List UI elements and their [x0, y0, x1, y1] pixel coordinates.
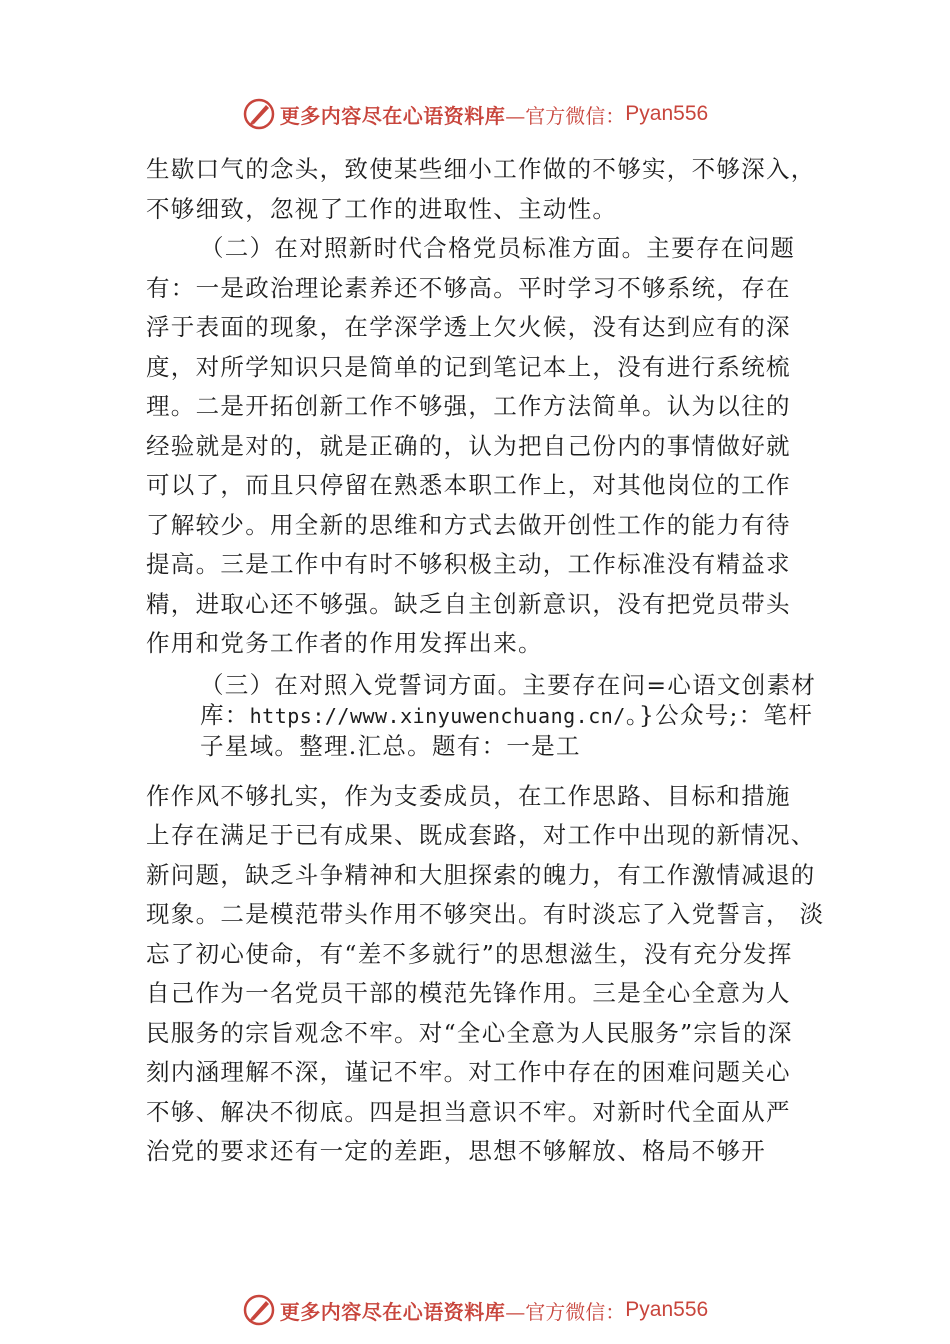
- text-line: 有：一是政治理论素养还不够高。平时学习不够系统，存在: [146, 273, 791, 302]
- text-line: 理。二是开拓创新工作不够强，工作方法简单。认为以往的: [146, 392, 791, 420]
- watermark-url-line: [146, 700, 836, 731]
- text-line: 提高。三是工作中有时不够积极主动，工作标准没有精益求: [146, 550, 791, 578]
- text-line: 民服务的宗旨观念不牢。对“全心全意为人民服务”宗旨的深: [146, 1018, 793, 1047]
- text-line: 新问题，缺乏斗争精神和大胆探索的魄力，有工作激情减退的: [146, 860, 816, 889]
- watermark-prefix: 库：: [200, 700, 250, 729]
- text-line: 了解较少。用全新的思维和方式去做开创性工作的能力有待: [146, 510, 791, 539]
- text-line: 作作风不够扎实，作为支委成员，在工作思路、目标和措施: [146, 781, 791, 810]
- text-line: 刻内涵理解不深，谨记不牢。对工作中存在的困难问题关心: [146, 1058, 791, 1086]
- text-line: 经验就是对的，就是正确的，认为把自己份内的事情做好就: [146, 431, 791, 460]
- text-line: 子星域。整理.汇总。题有：一是工: [200, 731, 581, 760]
- document-body: [146, 150, 836, 1172]
- text-line: 忘了初心使命，有“差不多就行”的思想滋生，没有充分发挥: [146, 939, 793, 968]
- text-line: 上存在满足于已有成果、既成套路，对工作中出现的新情况、: [146, 821, 816, 849]
- text-line: 浮于表面的现象，在学深学透上欠火候，没有达到应有的深: [146, 313, 791, 341]
- section-three-heading-line: （三）在对照入党誓词方面。主要存在问=心语文创素材: [200, 670, 817, 699]
- text-line: 生歇口气的念头，致使某些细小工作做的不够实，不够深入，: [146, 155, 816, 183]
- watermark-url: https://www.xinyuwenchuang.cn/: [249, 703, 626, 728]
- header-banner: [0, 94, 950, 134]
- text-line: 现象。二是模范带头作用不够突出。有时淡忘了入党誓言， 淡: [146, 900, 825, 928]
- text-line: 度，对所学知识只是简单的记到笔记本上，没有进行系统梳: [146, 352, 791, 381]
- pen-nib-logo-icon: [242, 97, 276, 131]
- text-line: 自己作为一名党员干部的模范先锋作用。三是全心全意为人: [146, 979, 791, 1007]
- watermark-suffix: 。}公众号;：笔杆: [625, 700, 814, 729]
- footer-banner: [0, 1290, 950, 1330]
- text-line: 治党的要求还有一定的差距，思想不够解放、格局不够开: [146, 1137, 766, 1165]
- banner-brand: 更多内容尽在心语资料库: [279, 103, 506, 128]
- text-line: 精，进取心还不够强。缺乏自主创新意识，没有把党员带头: [146, 589, 791, 618]
- text-line: 作用和党务工作者的作用发挥出来。: [146, 629, 543, 657]
- text-line: 不够、解决不彻底。四是担当意识不牢。对新时代全面从严: [146, 1097, 791, 1126]
- banner-official-label: —官方微信：: [505, 103, 626, 128]
- section-two-heading-line: （二）在对照新时代合格党员标准方面。主要存在问题: [200, 234, 796, 262]
- banner-brand: 更多内容尽在心语资料库: [279, 1299, 506, 1324]
- banner-wechat-id: Pyan556: [625, 102, 709, 125]
- text-line: 可以了，而且只停留在熟悉本职工作上，对其他岗位的工作: [146, 471, 791, 499]
- banner-wechat-id: Pyan556: [625, 1298, 709, 1321]
- banner-official-label: —官方微信：: [505, 1299, 626, 1324]
- text-line: 不够细致，忽视了工作的进取性、主动性。: [146, 194, 618, 223]
- pen-nib-logo-icon: [242, 1293, 276, 1327]
